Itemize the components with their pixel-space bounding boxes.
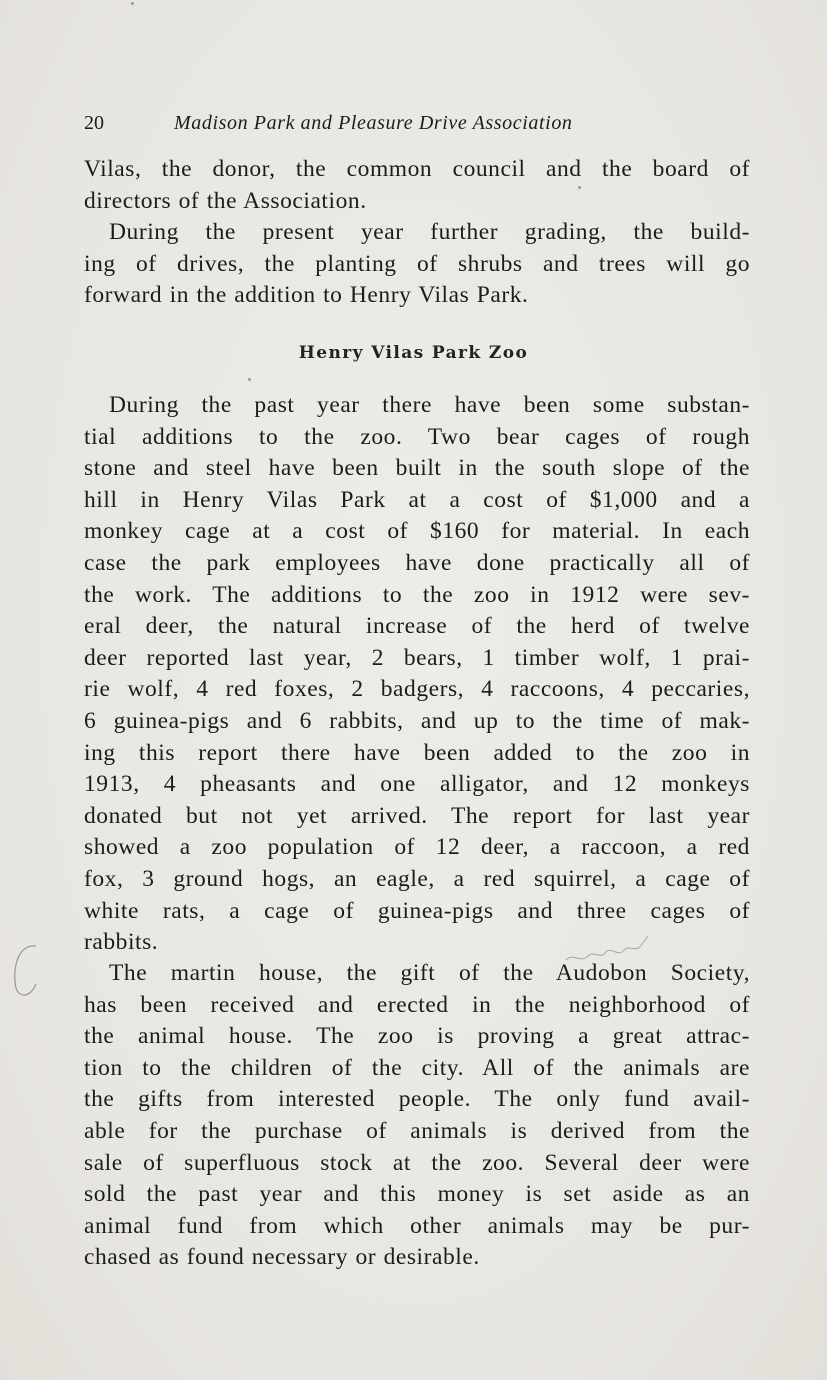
paper-speck — [248, 378, 251, 381]
text-line: chased as found necessary or desirable. — [84, 1244, 480, 1271]
text-line: Vilas, the donor, the common council and the board of — [84, 156, 750, 182]
text-line: ing this report there have been added to the zoo in — [84, 739, 750, 766]
text-line: has been received and erected in the neighborhood of — [84, 991, 750, 1018]
text-line: eral deer, the natural increase of the herd of twelve — [84, 613, 750, 640]
running-title: Madison Park and Pleasure Drive Association — [174, 112, 573, 134]
margin-pencil-mark-icon — [6, 938, 46, 1004]
text-line: deer reported last year, 2 bears, 1 timber wolf, 1 prai- — [84, 644, 750, 671]
text-line: 1913, 4 pheasants and one alligator, and 12 monkeys — [84, 771, 750, 798]
page-number: 20 — [84, 112, 104, 134]
text-line: monkey cage at a cost of $160 for material. In each — [84, 518, 750, 545]
text-line: stone and steel have been built in the south slope of the — [84, 455, 750, 482]
section-heading: Henry Vilas Park Zoo — [298, 343, 529, 363]
text-line: the animal house. The zoo is proving a great attrac- — [84, 1023, 750, 1050]
text-line: tion to the children of the city. All of the animals are — [84, 1054, 750, 1081]
text-line: showed a zoo population of 12 deer, a raccoon, a red — [84, 834, 750, 861]
pencil-scribble-icon — [560, 930, 660, 970]
running-header — [84, 110, 764, 136]
text-line: sold the past year and this money is set aside as an — [84, 1181, 750, 1208]
text-line: rie wolf, 4 red foxes, 2 badgers, 4 raccoons, 4 peccaries, — [84, 676, 750, 703]
text-line: the gifts from interested people. The only fund avail- — [84, 1086, 750, 1113]
zoo-paragraph — [84, 390, 750, 959]
text-line: hill in Henry Vilas Park at a cost of $1,000 and a — [84, 486, 750, 513]
text-line: rabbits. — [84, 929, 159, 956]
paper-speck — [578, 186, 581, 189]
text-line: the work. The additions to the zoo in 1912 were sev- — [84, 581, 750, 608]
text-line: The martin house, the gift of the Audobon Society, — [109, 960, 750, 986]
text-line: able for the purchase of animals is derived from the — [84, 1117, 750, 1144]
martin-house-paragraph — [84, 958, 750, 1274]
intro-paragraphs — [84, 154, 750, 312]
text-line: directors of the Association. — [84, 187, 367, 214]
text-line: sale of superfluous stock at the zoo. Several deer were — [84, 1149, 750, 1176]
text-line: donated but not yet arrived. The report for last year — [84, 802, 750, 829]
text-line: white rats, a cage of guinea-pigs and three cages of — [84, 897, 750, 924]
text-line: tial additions to the zoo. Two bear cages of rough — [84, 423, 750, 450]
text-line: animal fund from which other animals may be pur- — [84, 1212, 750, 1239]
text-line: ing of drives, the planting of shrubs and trees will go — [84, 250, 750, 277]
text-line: case the park employees have done practically all of — [84, 549, 750, 576]
text-line: forward in the addition to Henry Vilas Park. — [84, 282, 529, 309]
text-line: 6 guinea-pigs and 6 rabbits, and up to the time of mak- — [84, 707, 750, 734]
text-line: During the present year further grading, the build- — [109, 219, 750, 246]
paper-speck — [131, 2, 134, 5]
text-line: fox, 3 ground hogs, an eagle, a red squirrel, a cage of — [84, 865, 750, 892]
text-line: During the past year there have been some substan- — [109, 392, 750, 418]
